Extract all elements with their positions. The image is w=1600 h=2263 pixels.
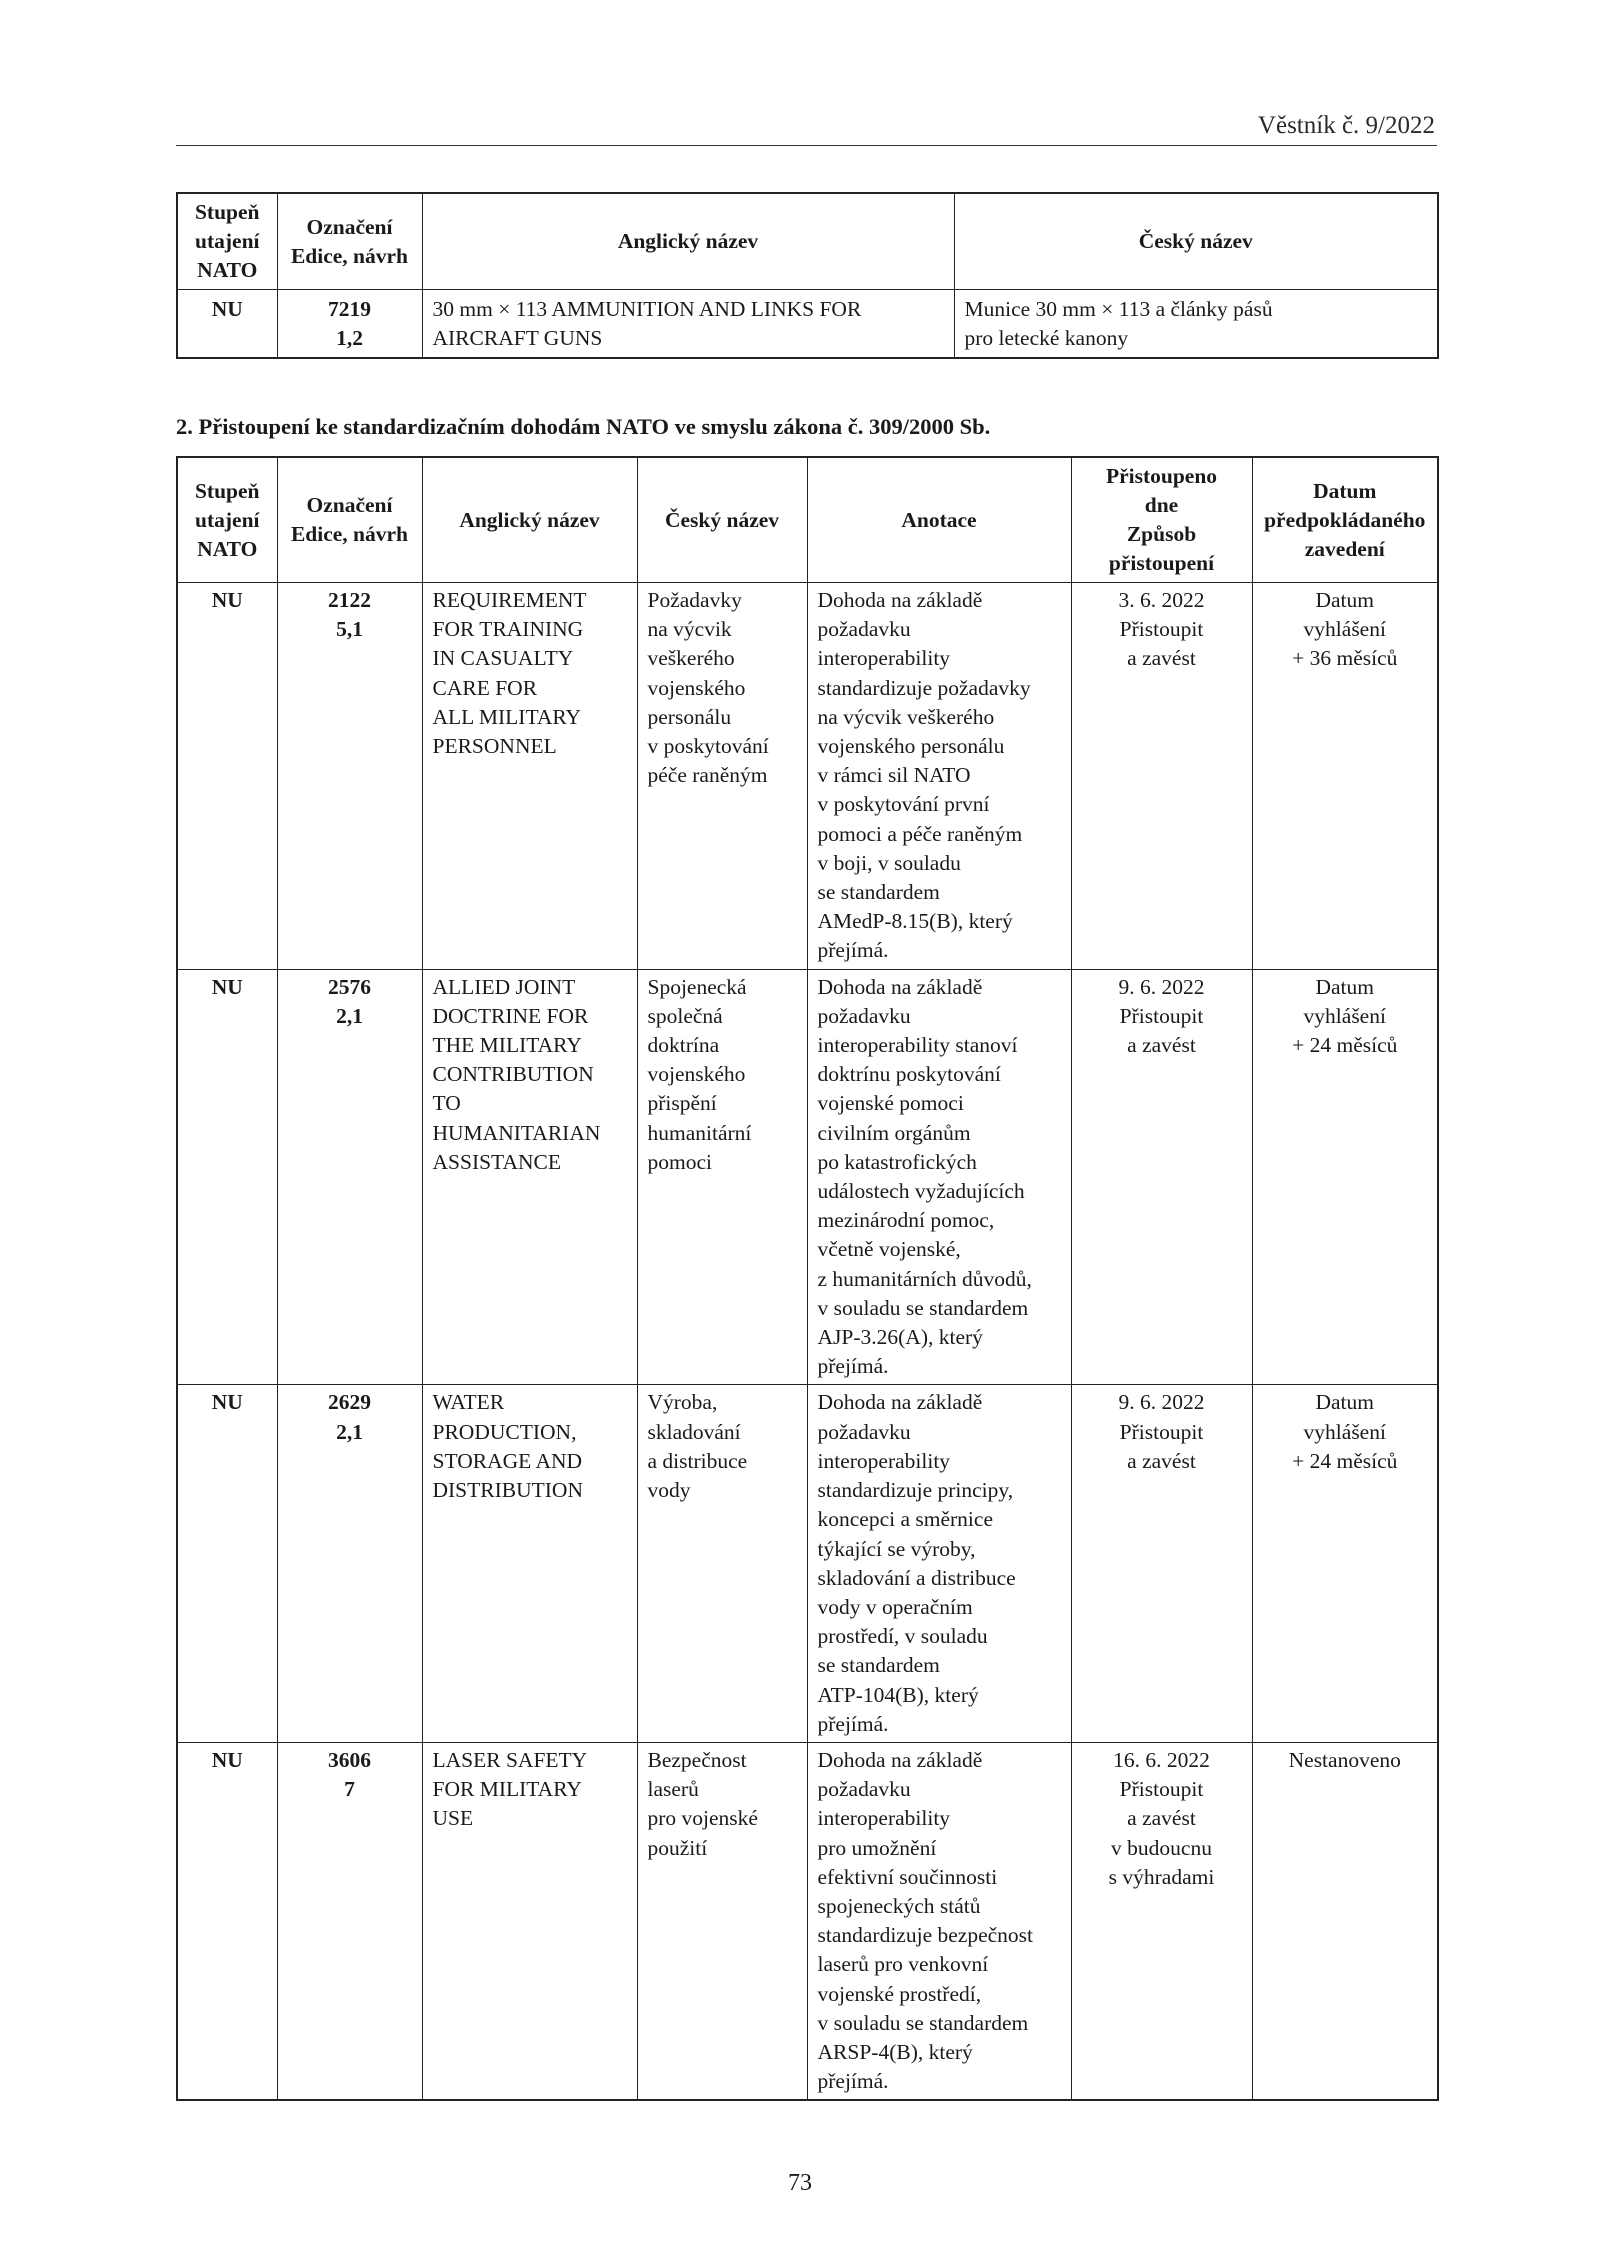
cell-anglicky: WATER PRODUCTION, STORAGE AND DISTRIBUTION: [422, 1385, 637, 1742]
cell-anglicky: ALLIED JOINT DOCTRINE FOR THE MILITARY CONTRIBUTION TO HUMANITARIAN ASSISTANCE: [422, 969, 637, 1385]
standards-table-1: [176, 192, 1439, 359]
cell-anotace: Dohoda na základě požadavku interoperability standardizuje požadavky na výcvik veškerého vojenského personálu v rámci sil NATO v poskytování první pomoci a péče raněným v boji, v souladu se standardem AMedP-8.15(B), který přejímá.: [807, 583, 1071, 970]
header-anglicky: Anglický název: [422, 193, 954, 290]
cell-anglicky: REQUIREMENT FOR TRAINING IN CASUALTY CARE FOR ALL MILITARY PERSONNEL: [422, 583, 637, 970]
cell-stupen: NU: [177, 290, 277, 359]
page-number: 73: [788, 2170, 812, 2196]
cell-cesky: Munice 30 mm × 113 a články pásů pro letecké kanony: [954, 290, 1438, 359]
table-row: [177, 969, 1438, 1385]
cell-cesky: Spojenecká společná doktrína vojenského přispění humanitární pomoci: [637, 969, 807, 1385]
table-header-row: [177, 457, 1438, 583]
cell-pristoupeno: 3. 6. 2022 Přistoupit a zavést: [1071, 583, 1252, 970]
cell-stupen: NU: [177, 1385, 277, 1742]
cell-datum: Datum vyhlášení + 24 měsíců: [1252, 1385, 1438, 1742]
cell-anglicky: LASER SAFETY FOR MILITARY USE: [422, 1742, 637, 2100]
header-oznaceni: Označení Edice, návrh: [277, 193, 422, 290]
standards-table-2: [176, 456, 1439, 2101]
cell-oznaceni: 2122 5,1: [277, 583, 422, 970]
cell-anglicky: 30 mm × 113 AMMUNITION AND LINKS FOR AIRCRAFT GUNS: [422, 290, 954, 359]
header-stupen: Stupeň utajení NATO: [177, 193, 277, 290]
cell-pristoupeno: 9. 6. 2022 Přistoupit a zavést: [1071, 1385, 1252, 1742]
cell-cesky: Výroba, skladování a distribuce vody: [637, 1385, 807, 1742]
cell-pristoupeno: 9. 6. 2022 Přistoupit a zavést: [1071, 969, 1252, 1385]
cell-pristoupeno: 16. 6. 2022 Přistoupit a zavést v budoucnu s výhradami: [1071, 1742, 1252, 2100]
header-stupen: Stupeň utajení NATO: [177, 457, 277, 583]
header-datum: Datum předpokládaného zavedení: [1252, 457, 1438, 583]
cell-oznaceni: 2576 2,1: [277, 969, 422, 1385]
table-header-row: [177, 193, 1438, 290]
cell-cesky: Bezpečnost laserů pro vojenské použití: [637, 1742, 807, 2100]
cell-oznaceni: 7219 1,2: [277, 290, 422, 359]
cell-oznaceni: 3606 7: [277, 1742, 422, 2100]
journal-issue: Věstník č. 9/2022: [1257, 112, 1435, 139]
header-pristoupeno: Přistoupeno dne Způsob přistoupení: [1071, 457, 1252, 583]
cell-cesky: Požadavky na výcvik veškerého vojenského personálu v poskytování péče raněným: [637, 583, 807, 970]
cell-datum: Datum vyhlášení + 24 měsíců: [1252, 969, 1438, 1385]
cell-oznaceni: 2629 2,1: [277, 1385, 422, 1742]
cell-anotace: Dohoda na základě požadavku interoperability stanoví doktrínu poskytování vojenské pomoci civilním orgánům po katastrofických událostech vyžadujících mezinárodní pomoc, včetně vojenské, z humanitárních důvodů, v souladu se standardem AJP-3.26(A), který přejímá.: [807, 969, 1071, 1385]
cell-datum: Nestanoveno: [1252, 1742, 1438, 2100]
cell-stupen: NU: [177, 583, 277, 970]
header-cesky: Český název: [637, 457, 807, 583]
header-oznaceni: Označení Edice, návrh: [277, 457, 422, 583]
table-row: [177, 583, 1438, 970]
header-anotace: Anotace: [807, 457, 1071, 583]
header-anglicky: Anglický název: [422, 457, 637, 583]
page-header: [176, 110, 1437, 146]
cell-anotace: Dohoda na základě požadavku interoperability pro umožnění efektivní součinnosti spojeneckých států standardizuje bezpečnost laserů pro venkovní vojenské prostředí, v souladu se standardem ARSP-4(B), který přejímá.: [807, 1742, 1071, 2100]
cell-stupen: NU: [177, 1742, 277, 2100]
header-cesky: Český název: [954, 193, 1438, 290]
cell-anotace: Dohoda na základě požadavku interoperability standardizuje principy, koncepci a směrnice týkající se výroby, skladování a distribuce vody v operačním prostředí, v souladu se standardem ATP-104(B), který přejímá.: [807, 1385, 1071, 1742]
cell-stupen: NU: [177, 969, 277, 1385]
table-row: [177, 1742, 1438, 2100]
table-row: [177, 290, 1438, 359]
table-row: [177, 1385, 1438, 1742]
section-title: 2. Přistoupení ke standardizačním dohodám NATO ve smyslu zákona č. 309/2000 Sb.: [176, 414, 991, 439]
cell-datum: Datum vyhlášení + 36 měsíců: [1252, 583, 1438, 970]
